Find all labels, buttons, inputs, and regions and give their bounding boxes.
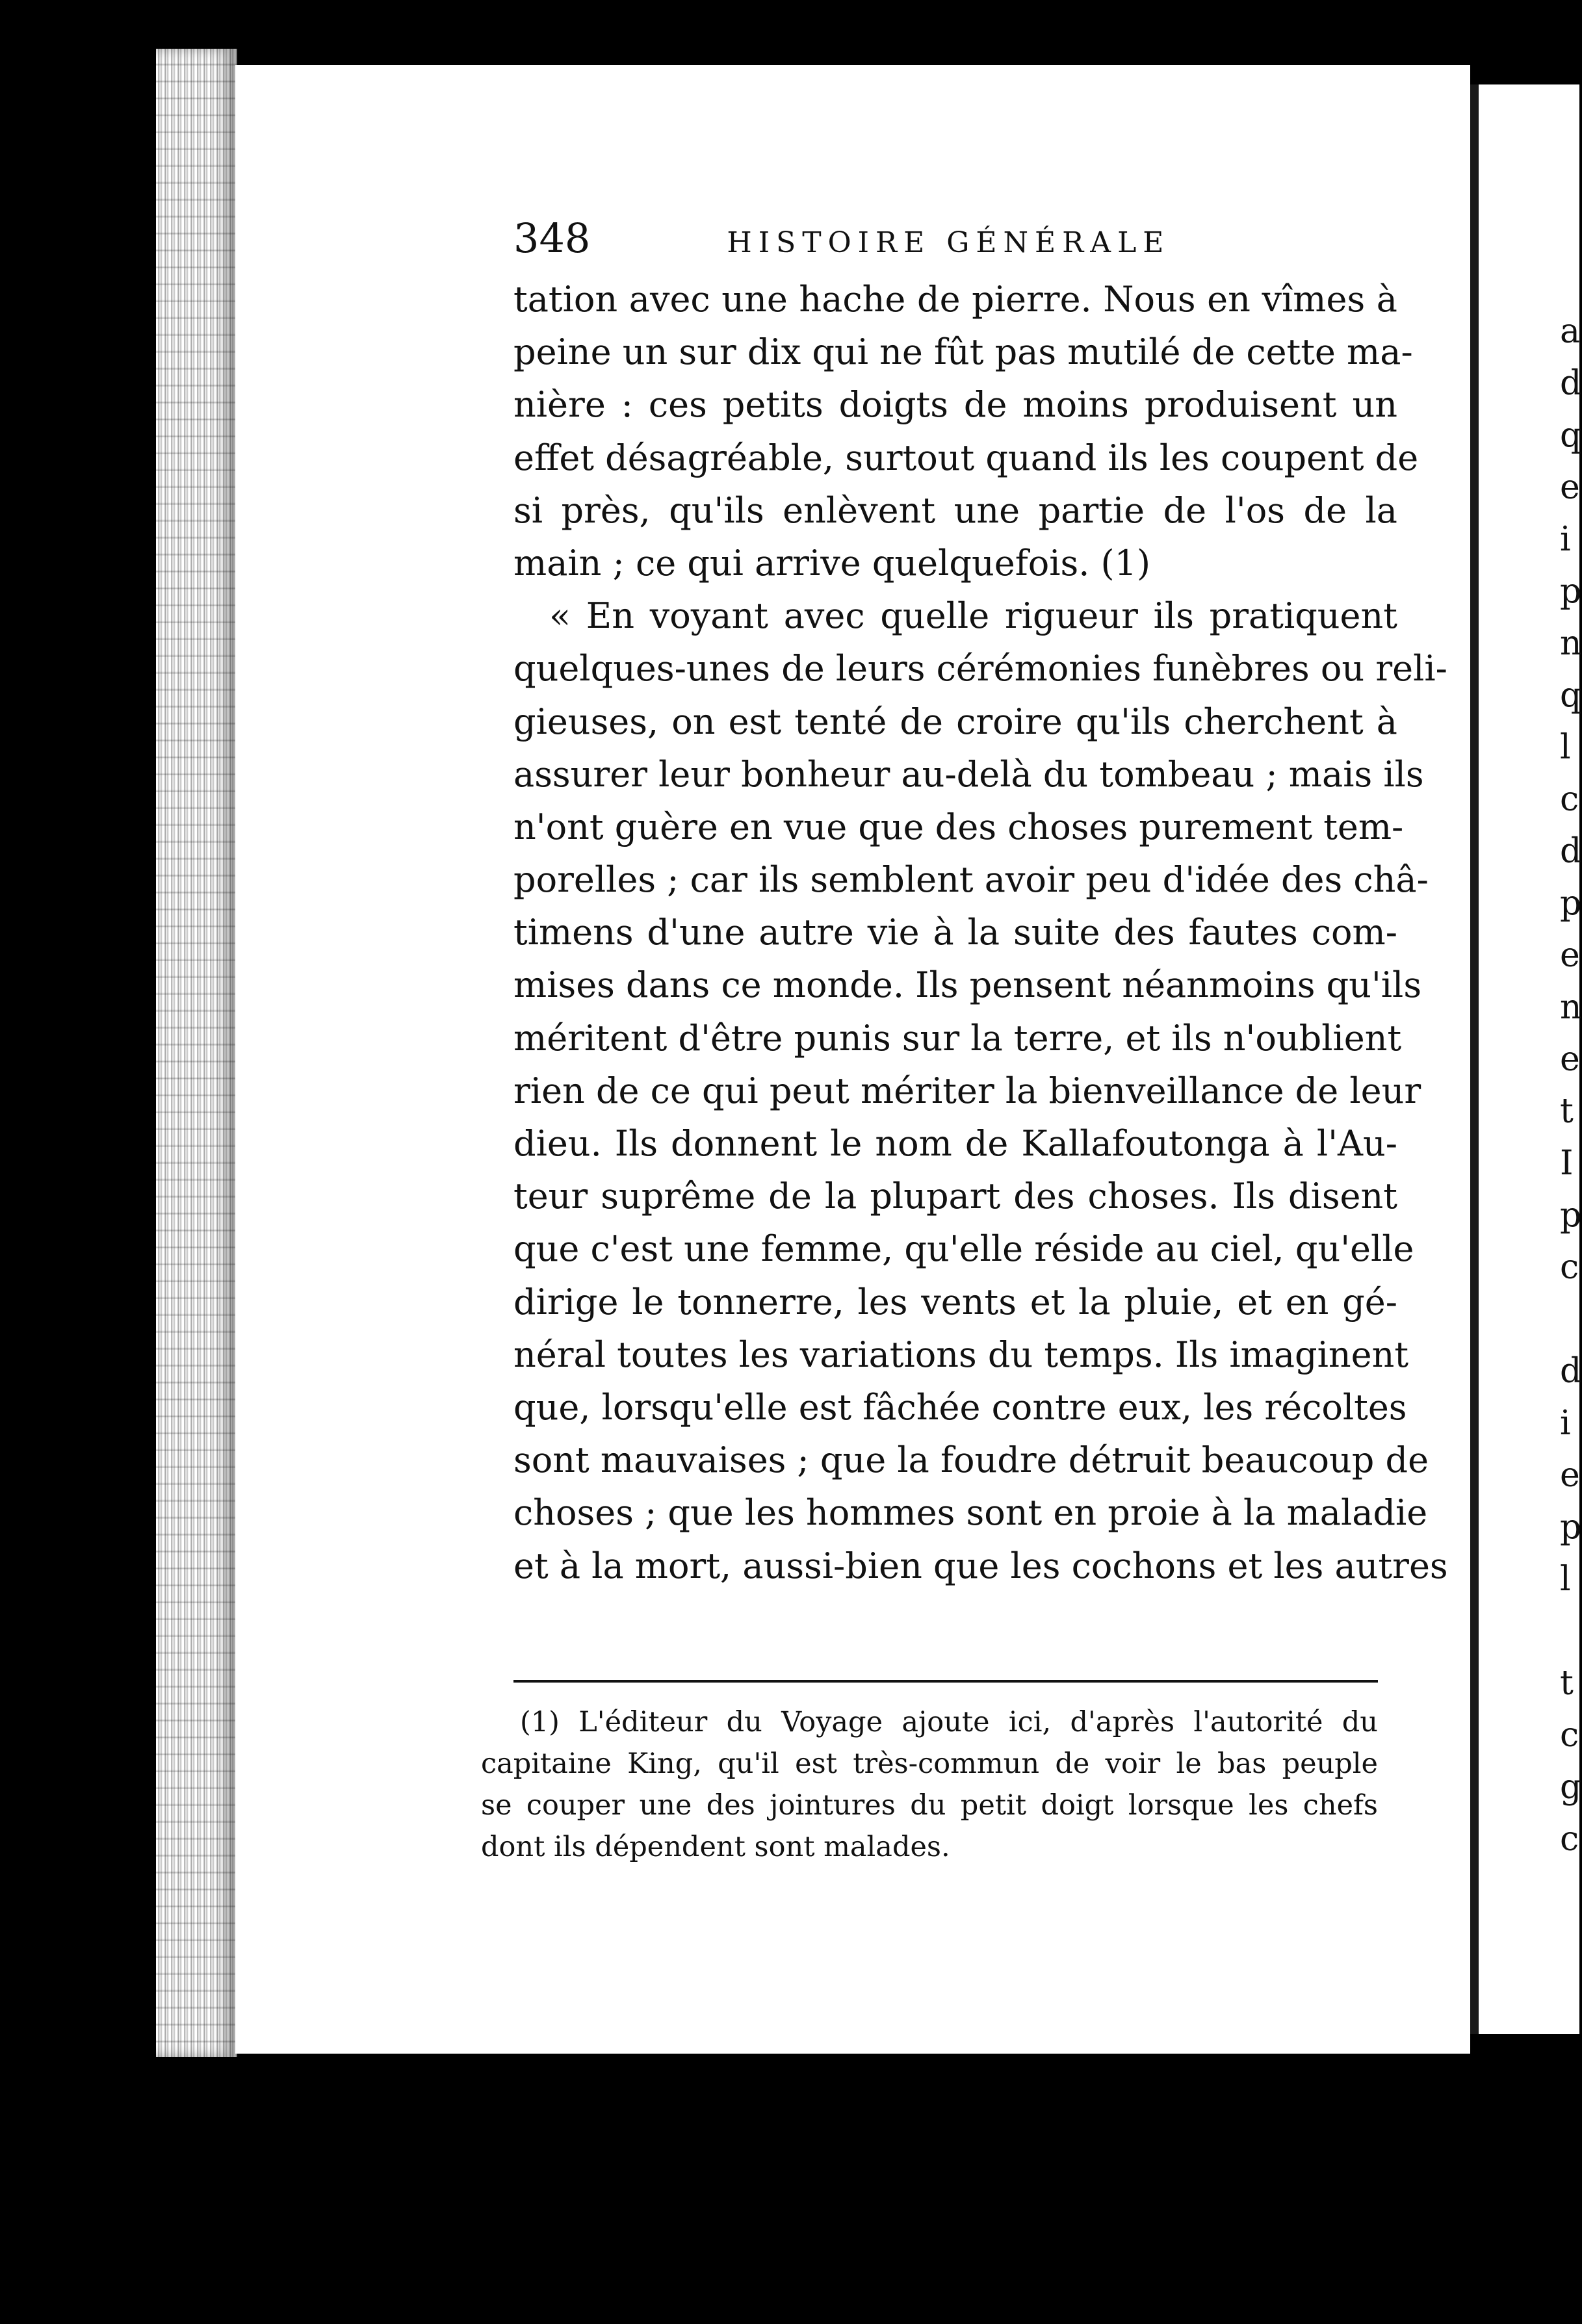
text-line: si près, qu'ils enlèvent une partie de l'os de la — [513, 489, 1397, 531]
text-line: peine un sur dix qui ne fût pas mutilé de cette ma- — [513, 331, 1413, 373]
footnote-line: se couper une des jointures du petit doigt lorsque les chefs — [481, 1789, 1378, 1822]
text-line: porelles ; car ils semblent avoir peu d'idée des châ- — [513, 859, 1429, 901]
book-fore-edge — [156, 49, 237, 2057]
text-line: n'ont guère en vue que des choses purement tem- — [513, 806, 1404, 847]
body-text — [513, 273, 1448, 1592]
facing-page-letter: g — [1560, 1768, 1582, 1807]
text-line: néral toutes les variations du temps. Ils imaginent — [513, 1334, 1409, 1375]
footnote-rule — [513, 1680, 1378, 1683]
text-line: méritent d'être punis sur la terre, et ils n'oublient — [513, 1017, 1402, 1059]
text-line: mises dans ce monde. Ils pensent néanmoins qu'ils — [513, 964, 1422, 1006]
facing-page-letter: I — [1560, 1144, 1574, 1183]
facing-page-letter: d — [1560, 1352, 1582, 1391]
text-line: quelques-unes de leurs cérémonies funèbres ou reli- — [513, 648, 1447, 690]
facing-page-letter: e — [1560, 936, 1580, 975]
facing-page-letter: l — [1560, 728, 1571, 767]
footnote-line: capitaine King, qu'il est très-commun de voir le bas peuple — [481, 1748, 1378, 1780]
facing-page-letter: p — [1560, 1196, 1582, 1235]
footnote — [481, 1701, 1378, 1868]
facing-page-letter — [1560, 1293, 1579, 1345]
facing-page-letter: p — [1560, 884, 1582, 923]
text-line: sont mauvaises ; que la foudre détruit beaucoup de — [513, 1440, 1429, 1481]
text-line: dieu. Ils donnent le nom de Kallafoutonga à l'Au- — [513, 1123, 1397, 1164]
facing-page-letter: p — [1560, 572, 1582, 611]
facing-page-letter: n — [1560, 624, 1582, 663]
facing-page-text-fragment — [1560, 305, 1582, 1865]
text-line: timens d'une autre vie à la suite des fautes com- — [513, 912, 1397, 953]
facing-page-letter: d — [1560, 832, 1582, 871]
facing-page-letter: q — [1560, 676, 1582, 715]
text-line: main ; ce qui arrive quelquefois. (1) — [513, 542, 1151, 584]
facing-page-letter: a — [1560, 312, 1581, 351]
facing-page-letter: e — [1560, 1456, 1580, 1495]
page-number: 348 — [513, 214, 591, 262]
text-line: assurer leur bonheur au-delà du tombeau ; mais ils — [513, 753, 1424, 795]
facing-page-letter: n — [1560, 988, 1582, 1027]
footnote-line: dont ils dépendent sont malades. — [481, 1831, 950, 1863]
text-line: rien de ce qui peut mériter la bienveillance de leur — [513, 1070, 1421, 1111]
running-title: HISTOIRE GÉNÉRALE — [727, 226, 1171, 259]
text-line: que, lorsqu'elle est fâchée contre eux, les récoltes — [513, 1386, 1407, 1428]
page-header — [513, 214, 1248, 262]
facing-page-letter: c — [1560, 1716, 1579, 1755]
facing-page-letter: p — [1560, 1508, 1582, 1547]
facing-page-letter: i — [1560, 1404, 1571, 1443]
text-line: choses ; que les hommes sont en proie à la maladie — [513, 1492, 1428, 1534]
text-line: tation avec une hache de pierre. Nous en vîmes à — [513, 279, 1397, 320]
facing-page-letter: t — [1560, 1092, 1574, 1131]
text-line: effet désagréable, surtout quand ils les coupent de — [513, 437, 1419, 478]
footnote-line: (1) L'éditeur du Voyage ajoute ici, d'après l'autorité du — [520, 1706, 1378, 1738]
facing-page-letter: t — [1560, 1664, 1574, 1703]
facing-page-letter: e — [1560, 1040, 1580, 1079]
facing-page-letter: c — [1560, 780, 1579, 819]
text-line: nière : ces petits doigts de moins produisent un — [513, 384, 1397, 426]
facing-page-letter: c — [1560, 1820, 1579, 1859]
book-gutter — [1470, 84, 1479, 2034]
text-line: que c'est une femme, qu'elle réside au ciel, qu'elle — [513, 1228, 1414, 1270]
text-line: gieuses, on est tenté de croire qu'ils cherchent à — [513, 701, 1397, 742]
facing-page-letter: e — [1560, 468, 1580, 507]
text-line: teur suprême de la plupart des choses. Ils disent — [513, 1176, 1397, 1217]
facing-page-letter: c — [1560, 1248, 1579, 1287]
facing-page-letter: d — [1560, 364, 1582, 403]
text-line: et à la mort, aussi-bien que les cochons et les autres — [513, 1545, 1448, 1586]
facing-page-letter: q — [1560, 416, 1582, 455]
text-line: dirige le tonnerre, les vents et la pluie, et en gé- — [513, 1281, 1397, 1323]
text-line: « En voyant avec quelle rigueur ils pratiquent — [549, 595, 1397, 637]
facing-page-letter: i — [1560, 520, 1571, 559]
facing-page-letter: l — [1560, 1560, 1571, 1599]
facing-page-letter — [1560, 1605, 1579, 1657]
